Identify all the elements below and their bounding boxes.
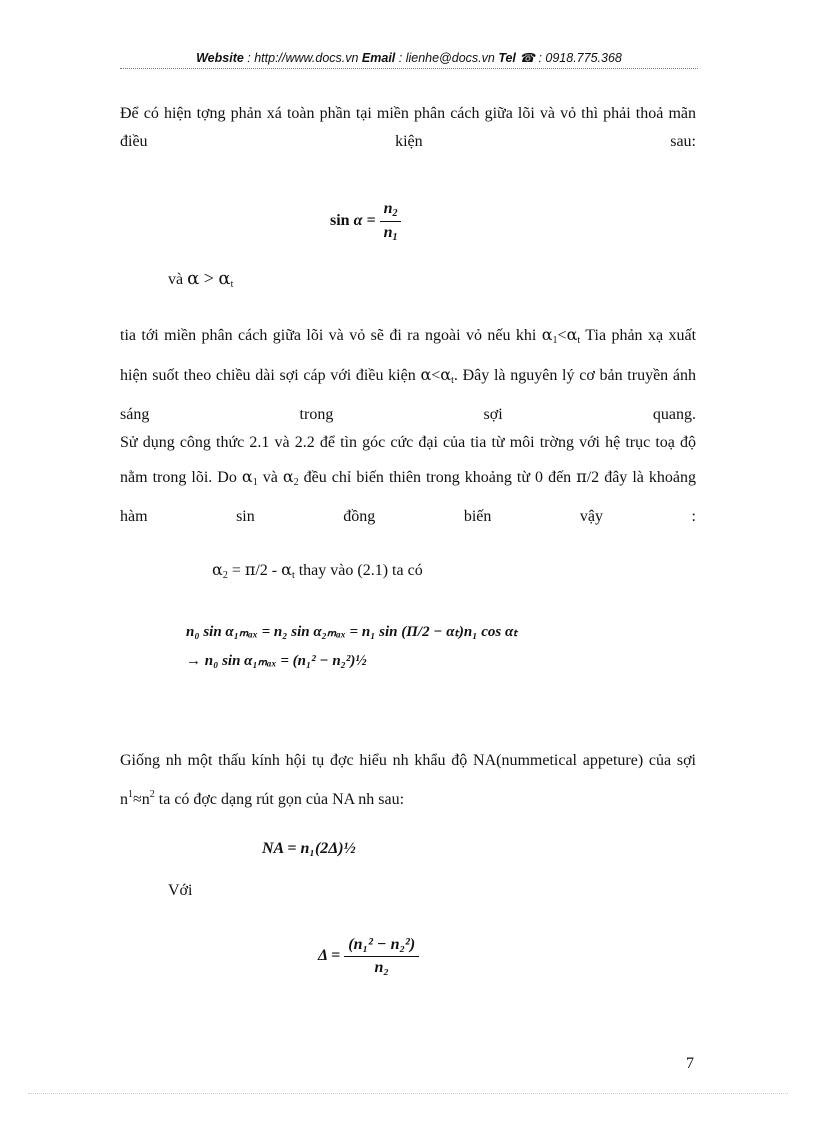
para2-symbol: α <box>541 325 553 344</box>
header-tel-label: Tel <box>498 51 516 65</box>
paragraph-3 <box>120 426 696 534</box>
page-number: 7 <box>686 1055 694 1072</box>
para2-text: < <box>557 327 567 344</box>
para5-superscript: 2 <box>149 789 155 800</box>
para3-symbol: α <box>282 467 294 486</box>
para2-text: Tia phản xạ xuất hiện suốt theo chiều dài sợi cáp với điều kiện <box>120 327 697 384</box>
cond-alpha: α <box>187 268 200 289</box>
line4-subscript: 2 <box>222 570 228 581</box>
eq1-fraction <box>380 200 402 243</box>
condition-line <box>168 268 233 290</box>
header-email-value: : lienhe@docs.vn <box>395 51 499 65</box>
eq1-sin: sin <box>330 212 350 230</box>
eq4-fraction <box>344 936 419 977</box>
para3-subscript: 2 <box>293 477 299 488</box>
eq1-alpha: α <box>353 212 363 230</box>
header-divider <box>120 68 698 69</box>
eq1-num: n <box>383 200 393 217</box>
alpha2-line <box>212 560 423 581</box>
line4-symbol: α <box>212 560 223 579</box>
line4-text: thay vào (2.1) ta có <box>294 562 423 579</box>
eq4-num: (n₁² − n₂²) <box>344 936 419 957</box>
para3-text: đều chỉ biến thiên trong khoảng từ 0 đến <box>298 469 577 486</box>
phone-icon: ☎ <box>519 51 535 65</box>
para2-text: < <box>431 367 441 384</box>
eq1-equals: = <box>362 212 380 230</box>
para2-subscript: t <box>451 375 454 386</box>
eq2-line-2: → n₀ sin α₁ₘₐₓ = (n₁² − n₂²)½ <box>186 653 367 669</box>
eq4-lhs: Δ = <box>318 947 345 965</box>
header-website-value: : http://www.docs.vn <box>243 51 362 65</box>
cond-prefix: và <box>168 271 188 288</box>
para5-text: ≈ <box>133 791 142 808</box>
header-website-label: Website <box>196 51 244 65</box>
eq4-den: n₂ <box>374 959 389 976</box>
cond-gt: > <box>199 268 219 288</box>
para3-text: Sử dụng công thức 2.1 và 2.2 để tìn góc cức đại của tia từ môi trờng với hệ trục toạ độ nằm trong lõi. Do <box>120 434 696 486</box>
line4-symbol: π <box>244 560 256 579</box>
equation-delta <box>318 936 419 977</box>
page-header <box>120 50 698 65</box>
cond-sub-t: t <box>230 279 234 290</box>
para2-subscript: 1 <box>552 335 558 346</box>
para5-text: n <box>141 791 150 808</box>
eq1-num-sub: 2 <box>392 208 398 219</box>
line4-symbol: α <box>281 560 292 579</box>
para2-symbol: α <box>420 365 432 384</box>
paragraph-5 <box>120 744 696 817</box>
para2-subscript: t <box>577 335 581 346</box>
line4-text: = <box>227 562 245 579</box>
with-label: Với <box>168 882 193 899</box>
paragraph-2 <box>120 318 696 432</box>
equation-sin-alpha <box>330 200 401 243</box>
line4-subscript: t <box>291 570 295 581</box>
equation-numerical-aperture-derivation <box>186 622 518 670</box>
para3-symbol: π <box>576 467 587 486</box>
eq1-den: n <box>383 224 393 241</box>
header-email-label: Email <box>361 51 396 65</box>
para3-text: và <box>257 469 283 486</box>
line4-text: /2 - <box>255 562 282 579</box>
para3-symbol: α <box>241 467 253 486</box>
para2-symbol: α <box>440 365 452 384</box>
eq2-line-1: n₀ sin α₁ₘₐₓ = n₂ sin α₂ₘₐₓ = n₁ sin (Π/2 − αₜ)n₁ cos αₜ <box>186 624 518 640</box>
equation-na: NA = n₁(2Δ)½ <box>262 840 356 857</box>
footer-divider <box>28 1093 788 1094</box>
para2-symbol: α <box>566 325 578 344</box>
header-tel-value: : 0918.775.368 <box>534 51 622 65</box>
para2-text: tia tới miền phân cách giữa lõi và vỏ sẽ đi ra ngoài vỏ nếu khi <box>120 327 542 344</box>
para5-text: ta có đợc dạng rút gọn của NA nh sau: <box>154 791 405 808</box>
para3-text: /2 đây là khoảng hàm sin đồng biến vậy : <box>120 469 696 525</box>
eq1-den-sub: 1 <box>392 232 398 243</box>
para5-superscript: 1 <box>128 789 133 800</box>
para2-text: . Đây là nguyên lý cơ bản truyền ánh sáng trong sợi quang. <box>120 367 697 423</box>
cond-alpha-t: α <box>218 268 231 289</box>
para5-text: Giống nh một thấu kính hội tụ đợc hiểu nh khẩu độ NA(nummetical appeture) của sợi n <box>120 752 696 808</box>
para3-subscript: 1 <box>252 477 258 488</box>
paragraph-1: Để có hiện tợng phản xá toàn phần tại miền phân cách giữa lõi và vỏ thì phải thoả mãn điều kiện sau: <box>120 105 696 150</box>
